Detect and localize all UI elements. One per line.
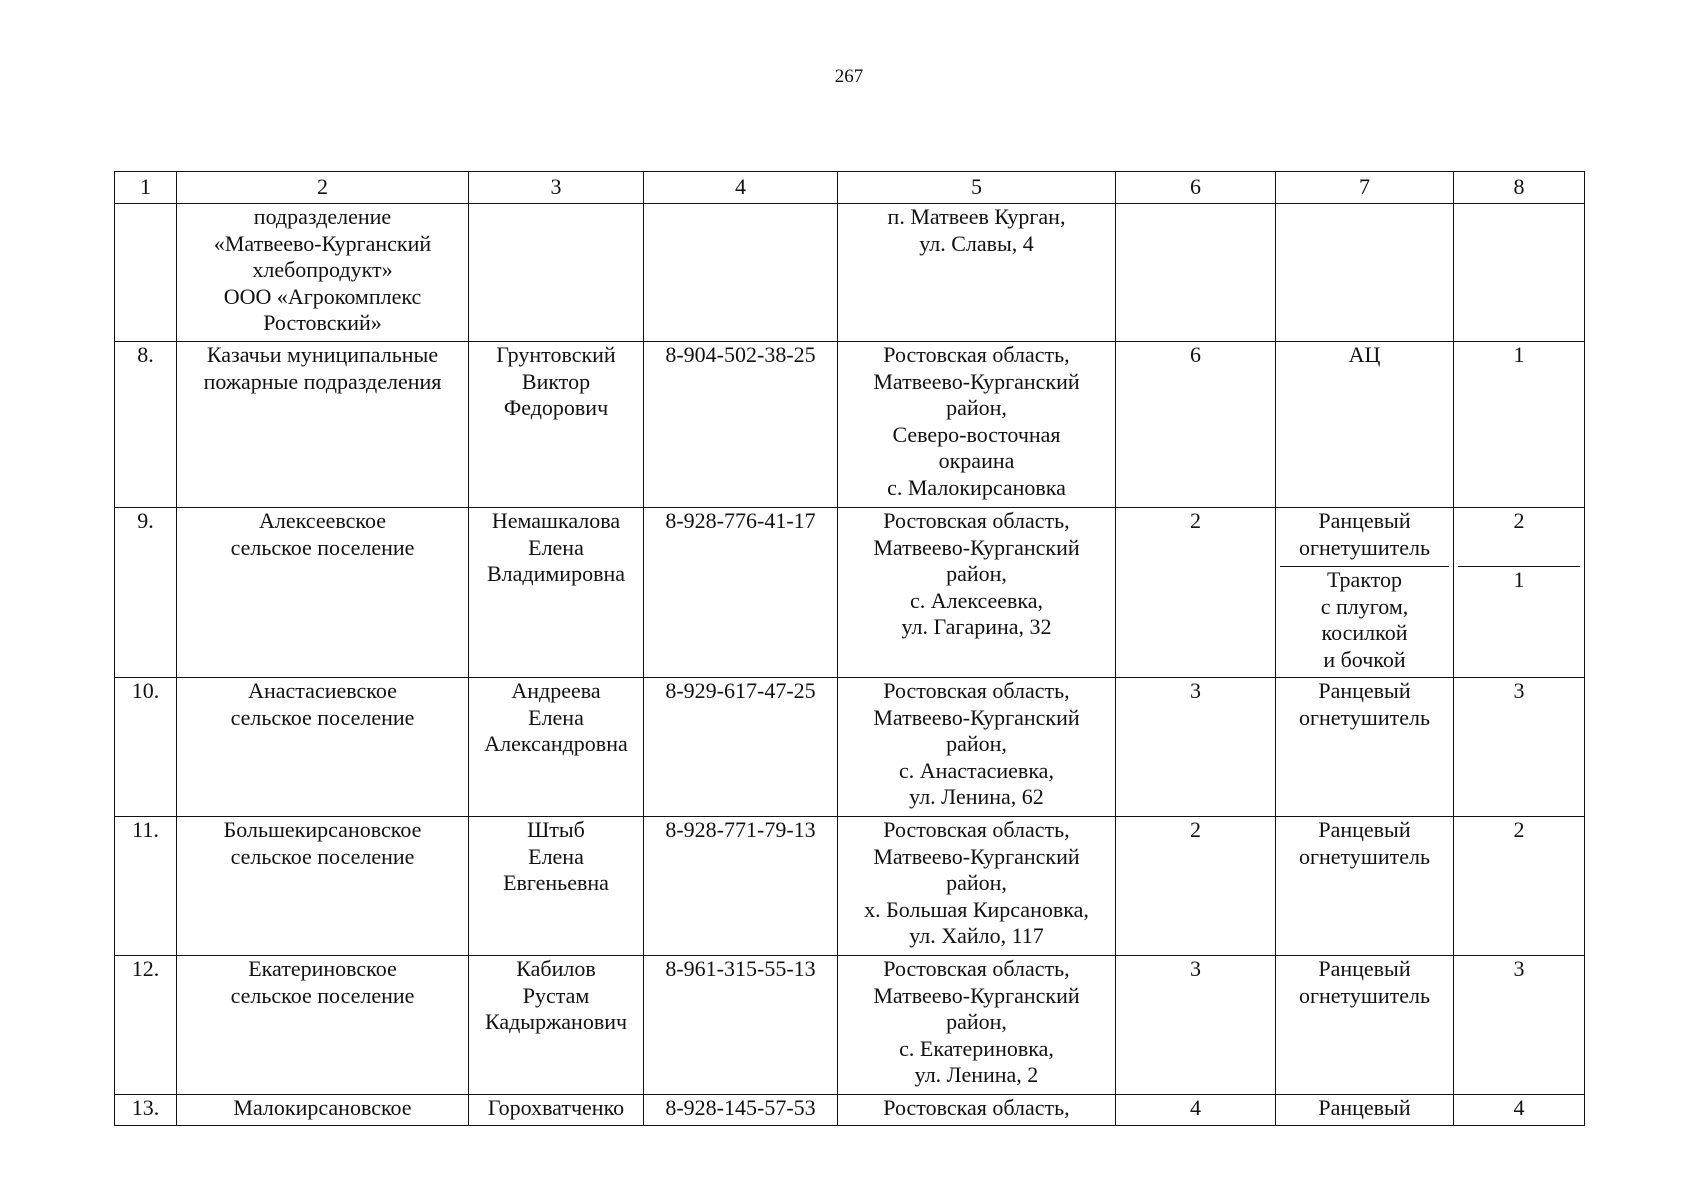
equipment-count: 3 [1454, 678, 1585, 817]
contact-person: Андреева Елена Александровна [469, 678, 644, 817]
contact-person: Штыб Елена Евгеньевна [469, 817, 644, 956]
address: п. Матвеев Курган, ул. Славы, 4 [838, 204, 1116, 342]
column-header: 6 [1116, 172, 1276, 204]
table-row [115, 508, 1585, 678]
staff-count: 2 [1116, 508, 1276, 678]
equipment: Ранцевый огнетушитель [1276, 956, 1454, 1095]
table-row [115, 342, 1585, 508]
equipment-item: Трактор с плугом, косилкой и бочкой [1280, 566, 1449, 675]
equipment: Ранцевый [1276, 1095, 1454, 1126]
equipment-count: 1 [1454, 342, 1585, 508]
equipment-count: 2 [1454, 817, 1585, 956]
column-header: 2 [177, 172, 469, 204]
data-table [114, 171, 1585, 1126]
equipment-count [1454, 204, 1585, 342]
row-number: 10. [115, 678, 177, 817]
table-row [115, 817, 1585, 956]
phone: 8-904-502-38-25 [644, 342, 838, 508]
address: Ростовская область, Матвеево-Курганский район, Северо-восточная окраина с. Малокирсановка [838, 342, 1116, 508]
phone: 8-928-776-41-17 [644, 508, 838, 678]
equipment-list [1276, 508, 1454, 678]
staff-count: 4 [1116, 1095, 1276, 1126]
equipment-item-count: 1 [1458, 566, 1580, 675]
row-number [115, 204, 177, 342]
organization: Большекирсановское сельское поселение [177, 817, 469, 956]
equipment-item: Ранцевый огнетушитель [1299, 508, 1430, 560]
staff-count: 3 [1116, 678, 1276, 817]
equipment-count: 3 [1454, 956, 1585, 1095]
contact-person: Горохватченко [469, 1095, 644, 1126]
column-header: 4 [644, 172, 838, 204]
table-row [115, 678, 1585, 817]
row-number: 9. [115, 508, 177, 678]
phone: 8-928-771-79-13 [644, 817, 838, 956]
staff-count [1116, 204, 1276, 342]
row-number: 12. [115, 956, 177, 1095]
equipment-count: 4 [1454, 1095, 1585, 1126]
column-header: 1 [115, 172, 177, 204]
address: Ростовская область, Матвеево-Курганский район, с. Алексеевка, ул. Гагарина, 32 [838, 508, 1116, 678]
row-number: 11. [115, 817, 177, 956]
address: Ростовская область, Матвеево-Курганский район, х. Большая Кирсановка, ул. Хайло, 117 [838, 817, 1116, 956]
staff-count: 3 [1116, 956, 1276, 1095]
organization: Анастасиевское сельское поселение [177, 678, 469, 817]
table-row [115, 204, 1585, 342]
column-header: 7 [1276, 172, 1454, 204]
column-number-row [115, 172, 1585, 204]
equipment [1276, 204, 1454, 342]
equipment-count-list [1454, 508, 1585, 678]
contact-person [469, 204, 644, 342]
address: Ростовская область, Матвеево-Курганский район, с. Анастасиевка, ул. Ленина, 62 [838, 678, 1116, 817]
organization: Алексеевское сельское поселение [177, 508, 469, 678]
column-header: 5 [838, 172, 1116, 204]
column-header: 3 [469, 172, 644, 204]
staff-count: 6 [1116, 342, 1276, 508]
phone: 8-928-145-57-53 [644, 1095, 838, 1126]
organization: подразделение «Матвеево-Курганский хлебопродукт» ООО «Агрокомплекс Ростовский» [177, 204, 469, 342]
organization: Малокирсановское [177, 1095, 469, 1126]
contact-person: Немашкалова Елена Владимировна [469, 508, 644, 678]
organization: Екатериновское сельское поселение [177, 956, 469, 1095]
equipment: Ранцевый огнетушитель [1276, 817, 1454, 956]
page-number: 267 [834, 66, 864, 87]
organization: Казачьи муниципальные пожарные подразделения [177, 342, 469, 508]
row-number: 13. [115, 1095, 177, 1126]
phone: 8-929-617-47-25 [644, 678, 838, 817]
column-header: 8 [1454, 172, 1585, 204]
address: Ростовская область, Матвеево-Курганский район, с. Екатериновка, ул. Ленина, 2 [838, 956, 1116, 1095]
contact-person: Грунтовский Виктор Федорович [469, 342, 644, 508]
table-row [115, 956, 1585, 1095]
contact-person: Кабилов Рустам Кадыржанович [469, 956, 644, 1095]
equipment: АЦ [1276, 342, 1454, 508]
equipment-item-count: 2 [1513, 508, 1525, 533]
equipment: Ранцевый огнетушитель [1276, 678, 1454, 817]
row-number: 8. [115, 342, 177, 508]
table-row [115, 1095, 1585, 1126]
address: Ростовская область, [838, 1095, 1116, 1126]
phone [644, 204, 838, 342]
phone: 8-961-315-55-13 [644, 956, 838, 1095]
staff-count: 2 [1116, 817, 1276, 956]
